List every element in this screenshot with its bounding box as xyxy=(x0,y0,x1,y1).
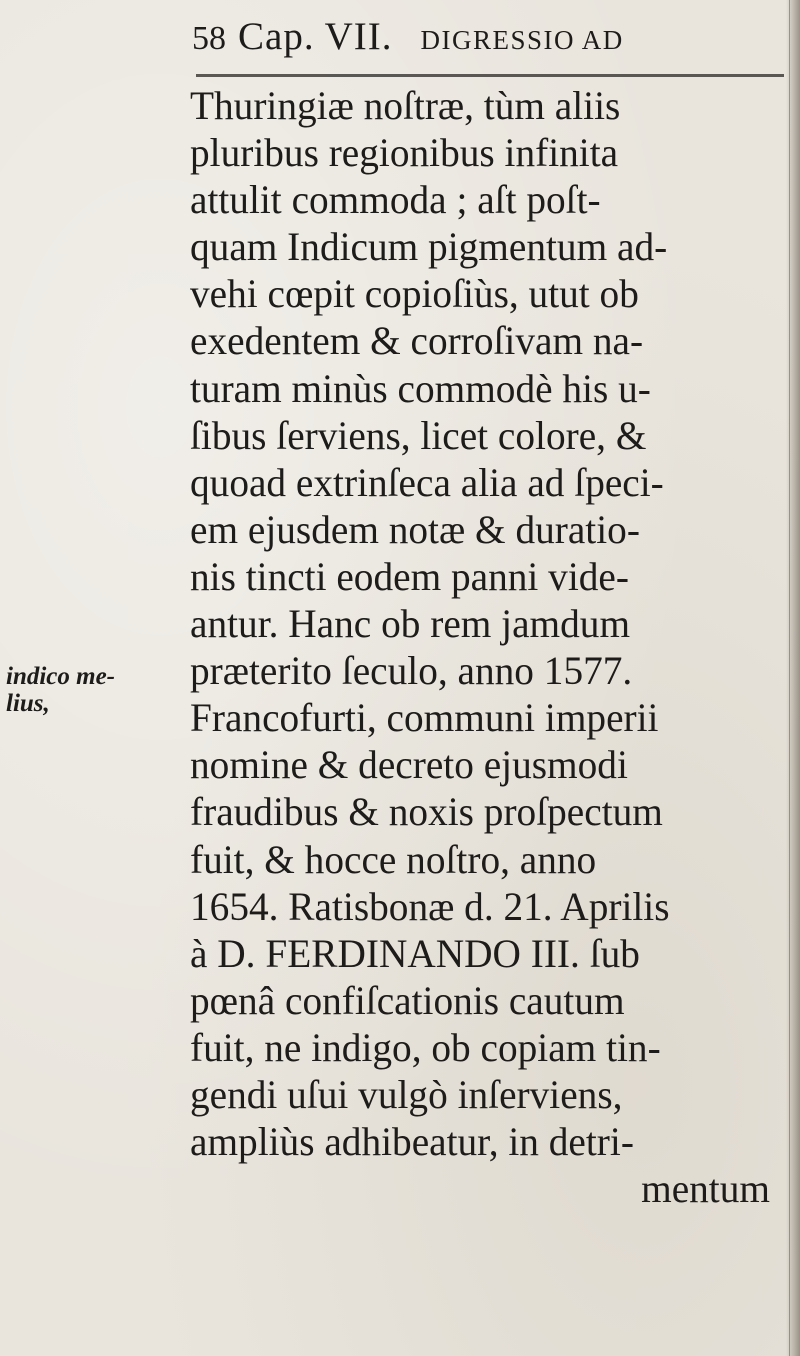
text-line: antur. Hanc ob rem jamdum xyxy=(190,601,631,647)
text-line: ampliùs adhibeatur, in detri- xyxy=(190,1119,634,1165)
text-line: vehi cœpit copioſiùs, utut ob xyxy=(190,271,639,317)
text-line: 1654. Ratisbonæ d. 21. Aprilis xyxy=(190,883,670,929)
text-line: Thuringiæ noſtræ, tùm aliis xyxy=(190,83,621,128)
text-line: præterito ſeculo, anno 1577. xyxy=(190,648,633,694)
text-line: quoad extrinſeca alia ad ſpeci- xyxy=(190,459,664,505)
running-title: DIGRESSIO AD xyxy=(420,25,624,55)
text-line: pœnâ confiſcationis cautum xyxy=(190,977,625,1023)
text-line: turam minùs commodè his u- xyxy=(190,365,651,411)
text-line: exedentem & corroſivam na- xyxy=(190,318,644,364)
text-line: em ejusdem notæ & duratio- xyxy=(190,506,640,552)
text-line: pluribus regionibus infinita xyxy=(190,130,619,176)
text-line: Francofurti, communi imperii xyxy=(190,695,659,741)
page-number: 58 xyxy=(192,20,226,57)
text-line: nis tincti eodem panni vide- xyxy=(190,553,629,599)
text-line: ſibus ſerviens, licet colore, & xyxy=(190,412,647,458)
marginal-note-line: indico me- xyxy=(6,663,116,690)
catchword: mentum xyxy=(641,1166,770,1212)
text-line: gendi uſui vulgò inſerviens, xyxy=(190,1071,623,1117)
text-line: fraudibus & noxis proſpectum xyxy=(190,789,663,835)
text-line: fuit, ne indigo, ob copiam tin- xyxy=(190,1024,661,1070)
chapter-heading: Cap. VII. xyxy=(238,15,393,58)
body-text xyxy=(190,82,790,1212)
text-line: fuit, & hocce noſtro, anno xyxy=(190,836,597,882)
text-line: à D. FERDINANDO III. ſub xyxy=(190,930,640,976)
marginal-note-line: lius, xyxy=(6,690,50,717)
header-rule xyxy=(196,74,784,77)
text-line: nomine & decreto ejusmodi xyxy=(190,742,628,788)
text-line: quam Indicum pigmentum ad- xyxy=(190,224,668,270)
marginal-note xyxy=(6,663,186,717)
page-edge-line xyxy=(789,0,790,1356)
page-header xyxy=(192,14,752,64)
text-line: attulit commoda ; aſt poſt- xyxy=(190,177,601,223)
